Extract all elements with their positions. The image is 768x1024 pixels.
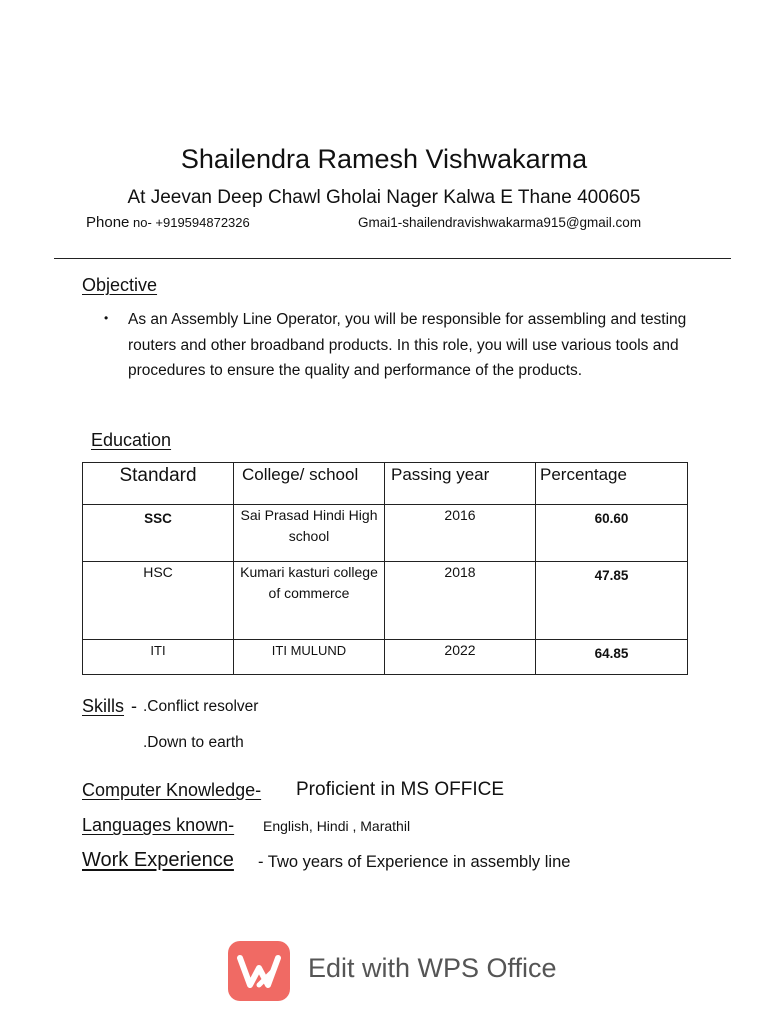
skill-item: .Down to earth	[143, 734, 244, 751]
email-line: Gmai1-shailendravishwakarma915@gmail.com	[358, 215, 642, 230]
objective-text: As an Assembly Line Operator, you will be responsible for assembling and testing routers and other broadband products. In this role, you will use various tools and procedures to ensure the quality and performance of the products.	[128, 311, 687, 379]
table-cell: HSC	[83, 562, 234, 640]
education-table	[82, 462, 688, 675]
work-experience-heading: Work Experience	[82, 849, 234, 871]
table-cell: 2016	[385, 505, 536, 562]
table-cell: 2022	[385, 640, 536, 675]
phone-value: no- +919594872326	[129, 215, 250, 230]
column-header-standard: Standard	[83, 463, 234, 505]
phone-line	[86, 214, 250, 231]
languages-value: English, Hindi , Marathil	[263, 818, 411, 834]
skills-heading: Skills	[82, 696, 125, 716]
candidate-name: Shailendra Ramesh Vishwakarma	[180, 144, 588, 174]
table-cell: Sai Prasad Hindi High school	[234, 505, 385, 562]
work-experience-value: - Two years of Experience in assembly line	[258, 853, 571, 871]
objective-heading: Objective	[82, 275, 158, 295]
table-cell: 64.85	[536, 640, 688, 675]
wps-logo-icon	[228, 941, 290, 1001]
wps-w-icon	[228, 941, 290, 1001]
column-header-percentage: Percentage	[536, 463, 688, 505]
computer-knowledge-heading: Computer Knowledge-	[82, 780, 262, 800]
bullet-icon: •	[104, 311, 109, 325]
table-header-row	[83, 463, 688, 505]
table-cell: 2018	[385, 562, 536, 640]
column-header-college: College/ school	[234, 463, 385, 505]
education-heading: Education	[91, 430, 172, 450]
skill-item: .Conflict resolver	[143, 698, 259, 715]
table-cell: ITI	[83, 640, 234, 675]
languages-heading: Languages known-	[82, 815, 235, 835]
table-cell: ITI MULUND	[234, 640, 385, 675]
table-row	[83, 640, 688, 675]
column-header-year: Passing year	[385, 463, 536, 505]
computer-knowledge-value: Proficient in MS OFFICE	[296, 779, 504, 800]
header-divider	[54, 258, 731, 259]
table-row	[83, 562, 688, 640]
table-cell: SSC	[83, 505, 234, 562]
table-cell: 47.85	[536, 562, 688, 640]
table-cell: 60.60	[536, 505, 688, 562]
table-row	[83, 505, 688, 562]
wps-watermark-text: Edit with WPS Office	[308, 953, 557, 983]
table-cell: Kumari kasturi college of commerce	[234, 562, 385, 640]
address-line: At Jeevan Deep Chawl Gholai Nager Kalwa E Thane 400605	[127, 187, 641, 208]
phone-label: Phone	[86, 214, 130, 231]
skills-dash: -	[131, 696, 137, 716]
